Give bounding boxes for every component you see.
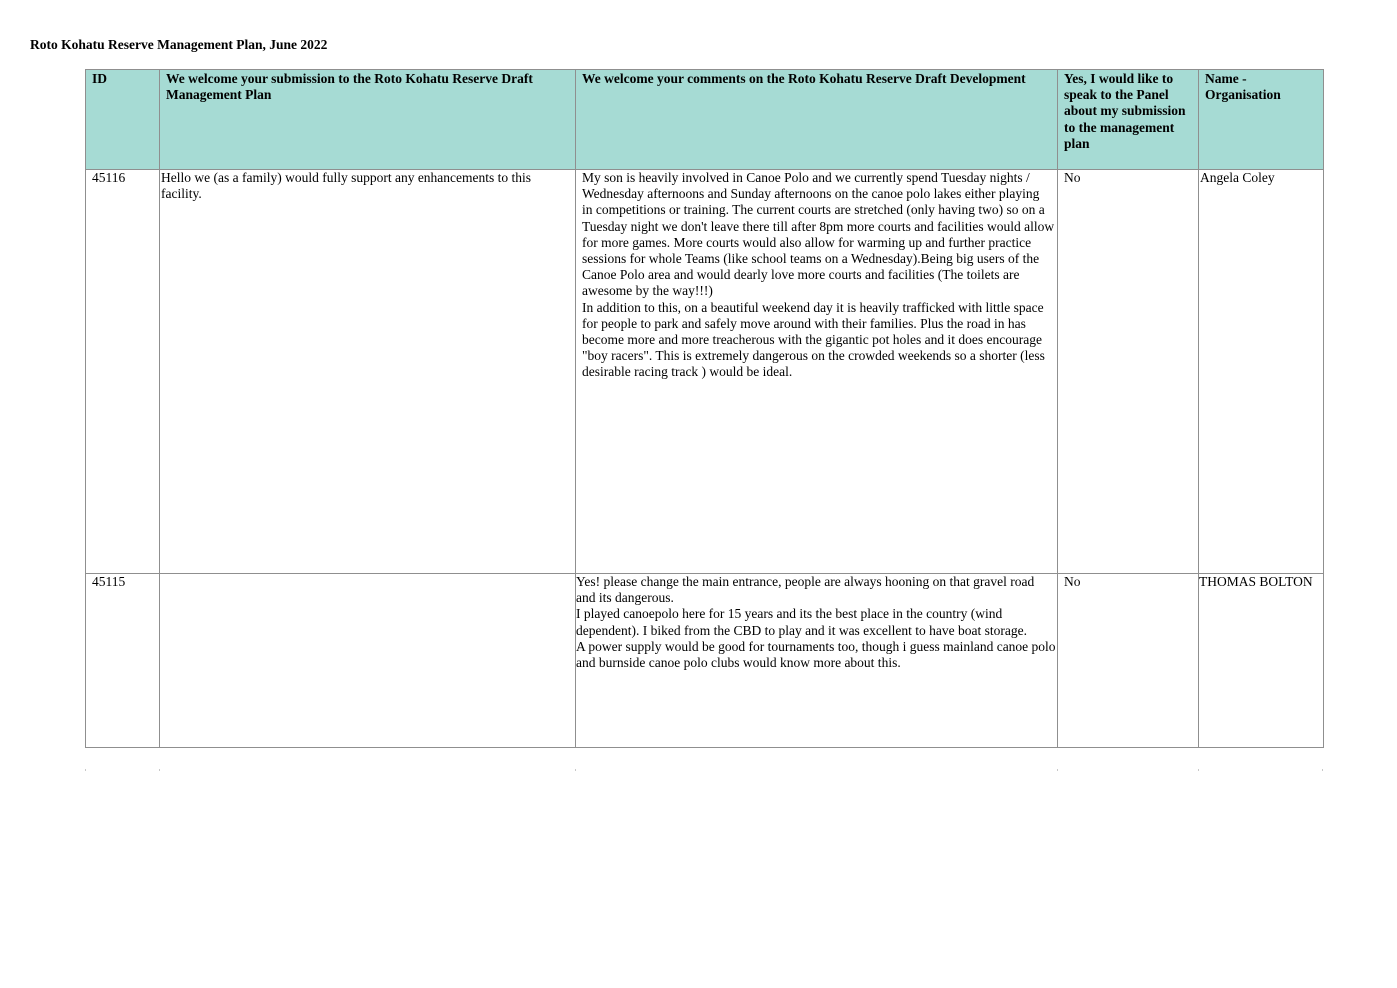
column-tick: [1057, 769, 1058, 771]
column-guide-ticks: [0, 769, 1397, 772]
table-header-row: [86, 70, 1324, 170]
header-comments: We welcome your comments on the Roto Kohatu Reserve Draft Development: [576, 70, 1058, 170]
table-row: [86, 170, 1324, 574]
cell-name: Angela Coley: [1199, 170, 1324, 574]
table-row: [86, 574, 1324, 748]
cell-comments: Yes! please change the main entrance, people are always hooning on that gravel road and its dangerous. I played canoepolo here for 15 years and its the best place in the country (wind dependent). I biked from the CBD to play and it was excellent to have boat storage. A power supply would be good for tournaments too, though i guess mainland canoe polo and burnside canoe polo clubs would know more about this.: [576, 574, 1058, 748]
cell-id: 45116: [86, 170, 160, 574]
header-submission: We welcome your submission to the Roto Kohatu Reserve Draft Management Plan: [160, 70, 576, 170]
column-tick: [159, 769, 160, 771]
header-name-organisation: Name - Organisation: [1199, 70, 1324, 170]
cell-id: 45115: [86, 574, 160, 748]
submissions-table: [85, 69, 1324, 748]
header-id: ID: [86, 70, 160, 170]
column-tick: [85, 769, 86, 771]
column-tick: [1198, 769, 1199, 771]
header-speak-to-panel: Yes, I would like to speak to the Panel about my submission to the management plan: [1058, 70, 1199, 170]
cell-name: THOMAS BOLTON: [1199, 574, 1324, 748]
document-title: Roto Kohatu Reserve Management Plan, June 2022: [30, 37, 328, 52]
column-tick: [575, 769, 576, 771]
cell-submission: Hello we (as a family) would fully support any enhancements to this facility.: [160, 170, 576, 574]
cell-submission: [160, 574, 576, 748]
cell-speak: No: [1058, 170, 1199, 574]
column-tick: [1322, 769, 1323, 771]
cell-speak: No: [1058, 574, 1199, 748]
cell-comments: My son is heavily involved in Canoe Polo and we currently spend Tuesday nights / Wednesday afternoons and Sunday afternoons on the canoe polo lakes either playing in competitions or training. The current courts are stretched (only having two) so on a Tuesday night we don't leave there till after 8pm more courts and facilities would allow for more games. More courts would also allow for warming up and further practice sessions for whole Teams (like school teams on a Wednesday).Being big users of the Canoe Polo area and would dearly love more courts and facilities (The toilets are awesome by the way!!!) In addition to this, on a beautiful weekend day it is heavily trafficked with little space for people to park and safely move around with their families. Plus the road in has become more and more treacherous with the gigantic pot holes and it does encourage "boy racers". This is extremely dangerous on the crowded weekends so a shorter (less desirable racing track ) would be ideal.: [576, 170, 1058, 574]
